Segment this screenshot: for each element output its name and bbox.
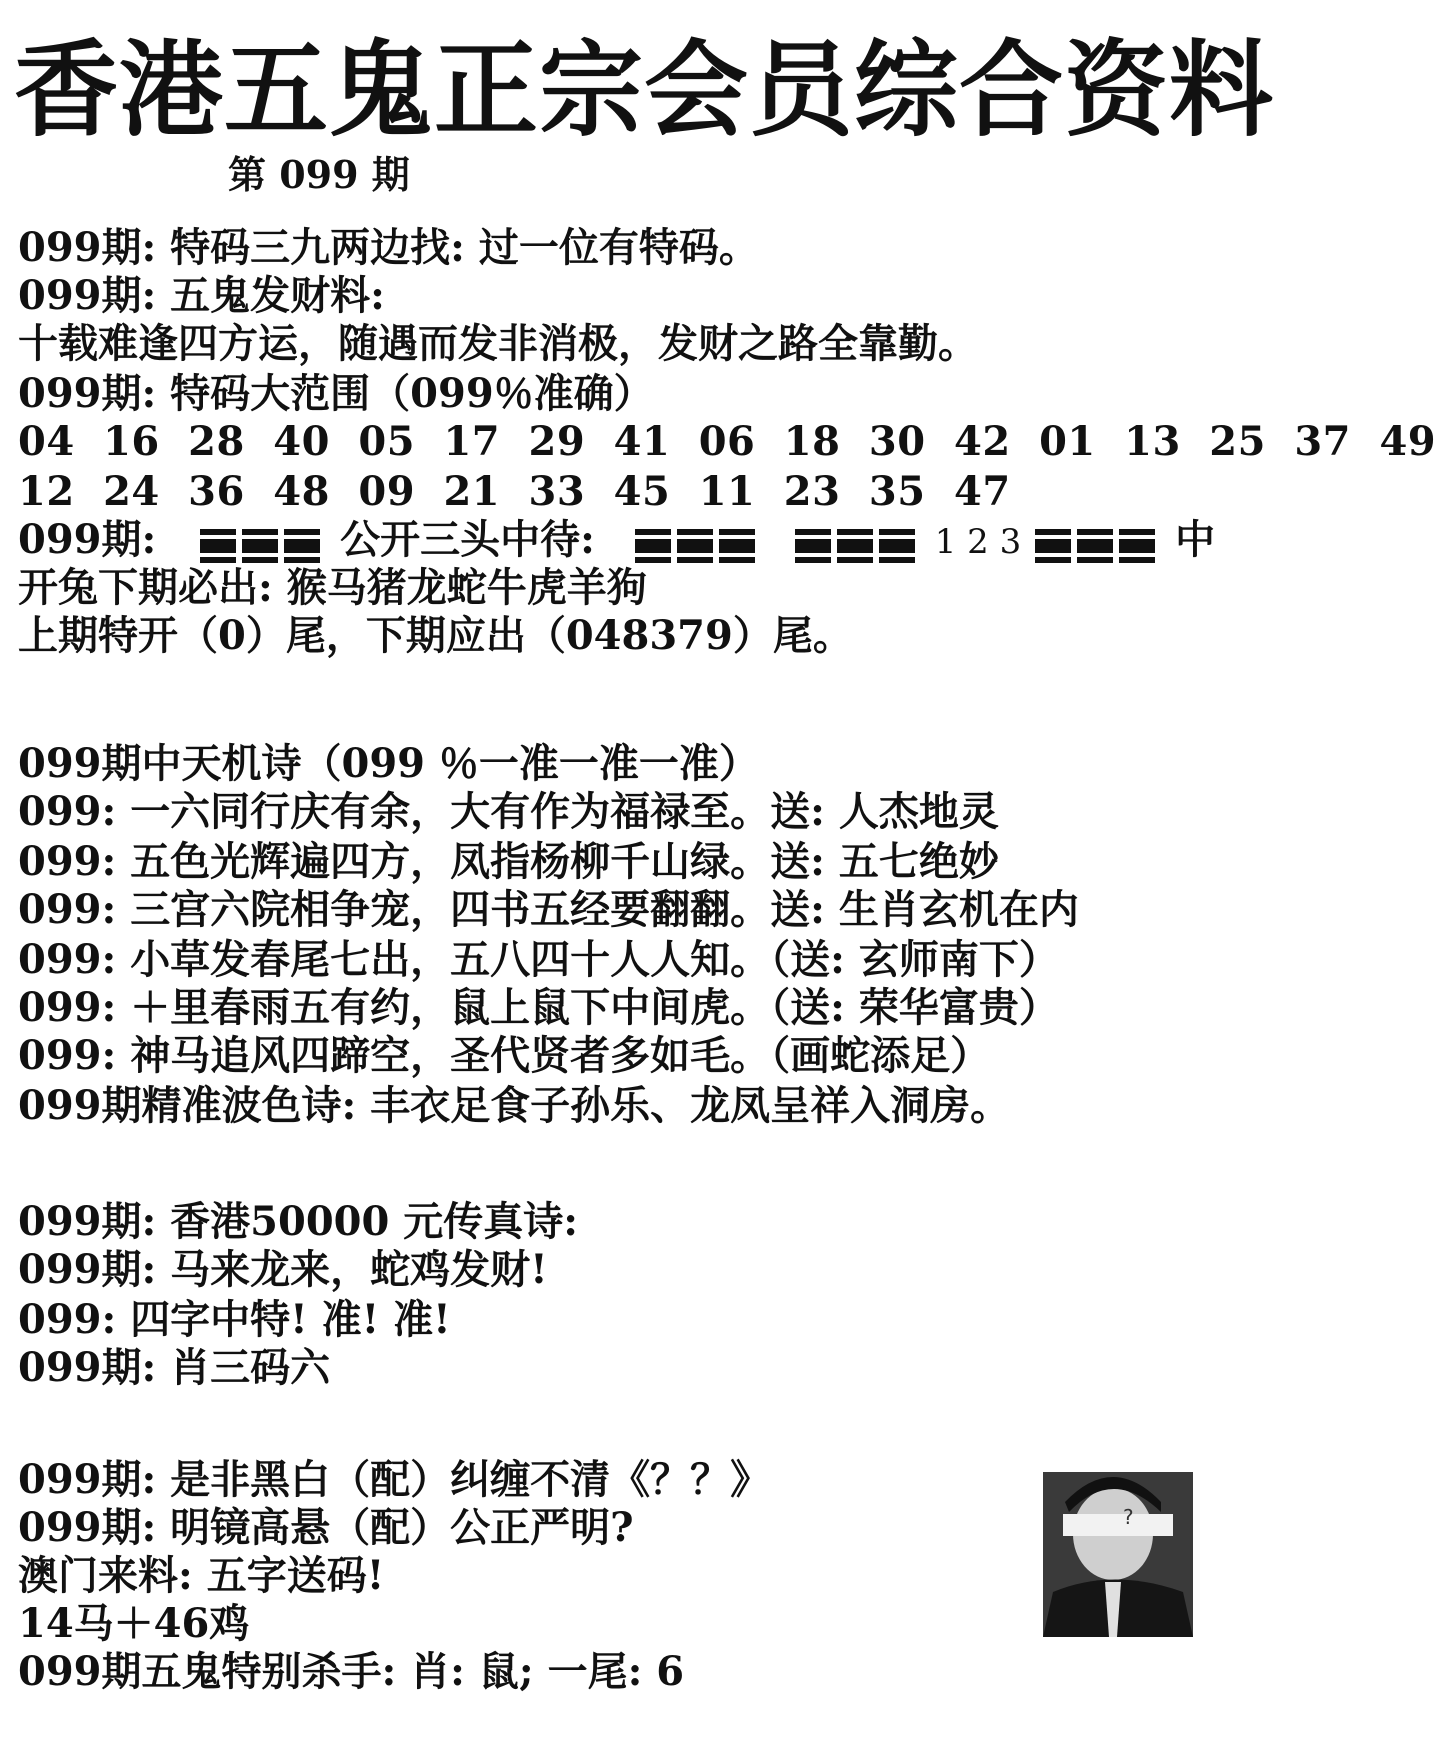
text-line: 099期: 特码大范围（099％准确） (18, 370, 654, 417)
text-line: 099: 三宫六院相争宠，四书五经要翻翻。送: 生肖玄机在内 (18, 886, 1079, 933)
text-line: 099期精准波色诗: 丰衣足食子孙乐、龙凤呈祥入洞房。 (18, 1082, 1011, 1129)
text-line: 099: ＋里春雨五有约，鼠上鼠下中间虎。（送: 荣华富贵） (18, 984, 1059, 1031)
page-title: 香港五鬼正宗会员综合资料 (14, 29, 1275, 151)
text-line: 099期: 明镜高悬（配）公正严明? (18, 1504, 634, 1551)
text-line: 099期五鬼特别杀手: 肖: 鼠; 一尾: 6 (18, 1648, 685, 1695)
text-line: 十载难逢四方运，随遇而发非消极，发财之路全靠勤。 (18, 320, 978, 367)
text-line: 099期: 特码三九两边找: 过一位有特码。 (18, 224, 759, 271)
issue-number: 第 099 期 (228, 152, 410, 197)
text-line: 澳门来料: 五字送码! (18, 1552, 385, 1599)
text-line: 099期: 马来龙来，蛇鸡发财! (18, 1246, 548, 1293)
text-line: 099期: 肖三码六 (18, 1344, 331, 1391)
text-line: 上期特开（0）尾，下期应出（048379）尾。 (18, 612, 853, 659)
text-line: 099期: 香港50000 元传真诗: (18, 1198, 579, 1245)
text-line: 099期中天机诗（099 ％一准一准一准） (18, 740, 759, 787)
text-line: 099期: 五鬼发财料: (18, 272, 385, 319)
portrait-photo (1043, 1472, 1193, 1637)
text-line: 099: 神马追风四蹄空，圣代贤者多如毛。（画蛇添足） (18, 1032, 991, 1079)
text-line: 099: 一六同行庆有余，大有作为福禄至。送: 人杰地灵 (18, 788, 999, 835)
number-list: 12 24 36 48 09 21 33 45 11 23 35 47 (18, 468, 1011, 515)
line-prefix: 099期: (18, 516, 157, 563)
text-line: 099期: 是非黑白（配）纠缠不清《？？》 (18, 1456, 771, 1503)
text-line: 099: 五色光辉遍四方，凤指杨柳千山绿。送: 五七绝妙 (18, 838, 999, 885)
redaction-bars (795, 517, 921, 569)
line-text: 公开三头中待: (340, 516, 595, 563)
number-list: 04 16 28 40 05 17 29 41 06 18 30 42 01 13 25 37 49 (18, 418, 1436, 465)
svg-text:?: ? (1123, 1505, 1134, 1529)
text-line: 099: 四字中特! 准! 准! (18, 1296, 451, 1343)
line-suffix: 中 (1175, 516, 1216, 563)
line-digits: 1 2 3 (934, 522, 1022, 562)
text-line (18, 514, 1215, 569)
text-line: 14马＋46鸡 (18, 1600, 250, 1647)
redaction-bars (635, 517, 761, 569)
text-line: 开兔下期必出: 猴马猪龙蛇牛虎羊狗 (18, 564, 647, 611)
text-line: 099: 小草发春尾七出，五八四十人人知。（送: 玄师南下） (18, 936, 1059, 983)
redaction-bars (1035, 517, 1161, 569)
